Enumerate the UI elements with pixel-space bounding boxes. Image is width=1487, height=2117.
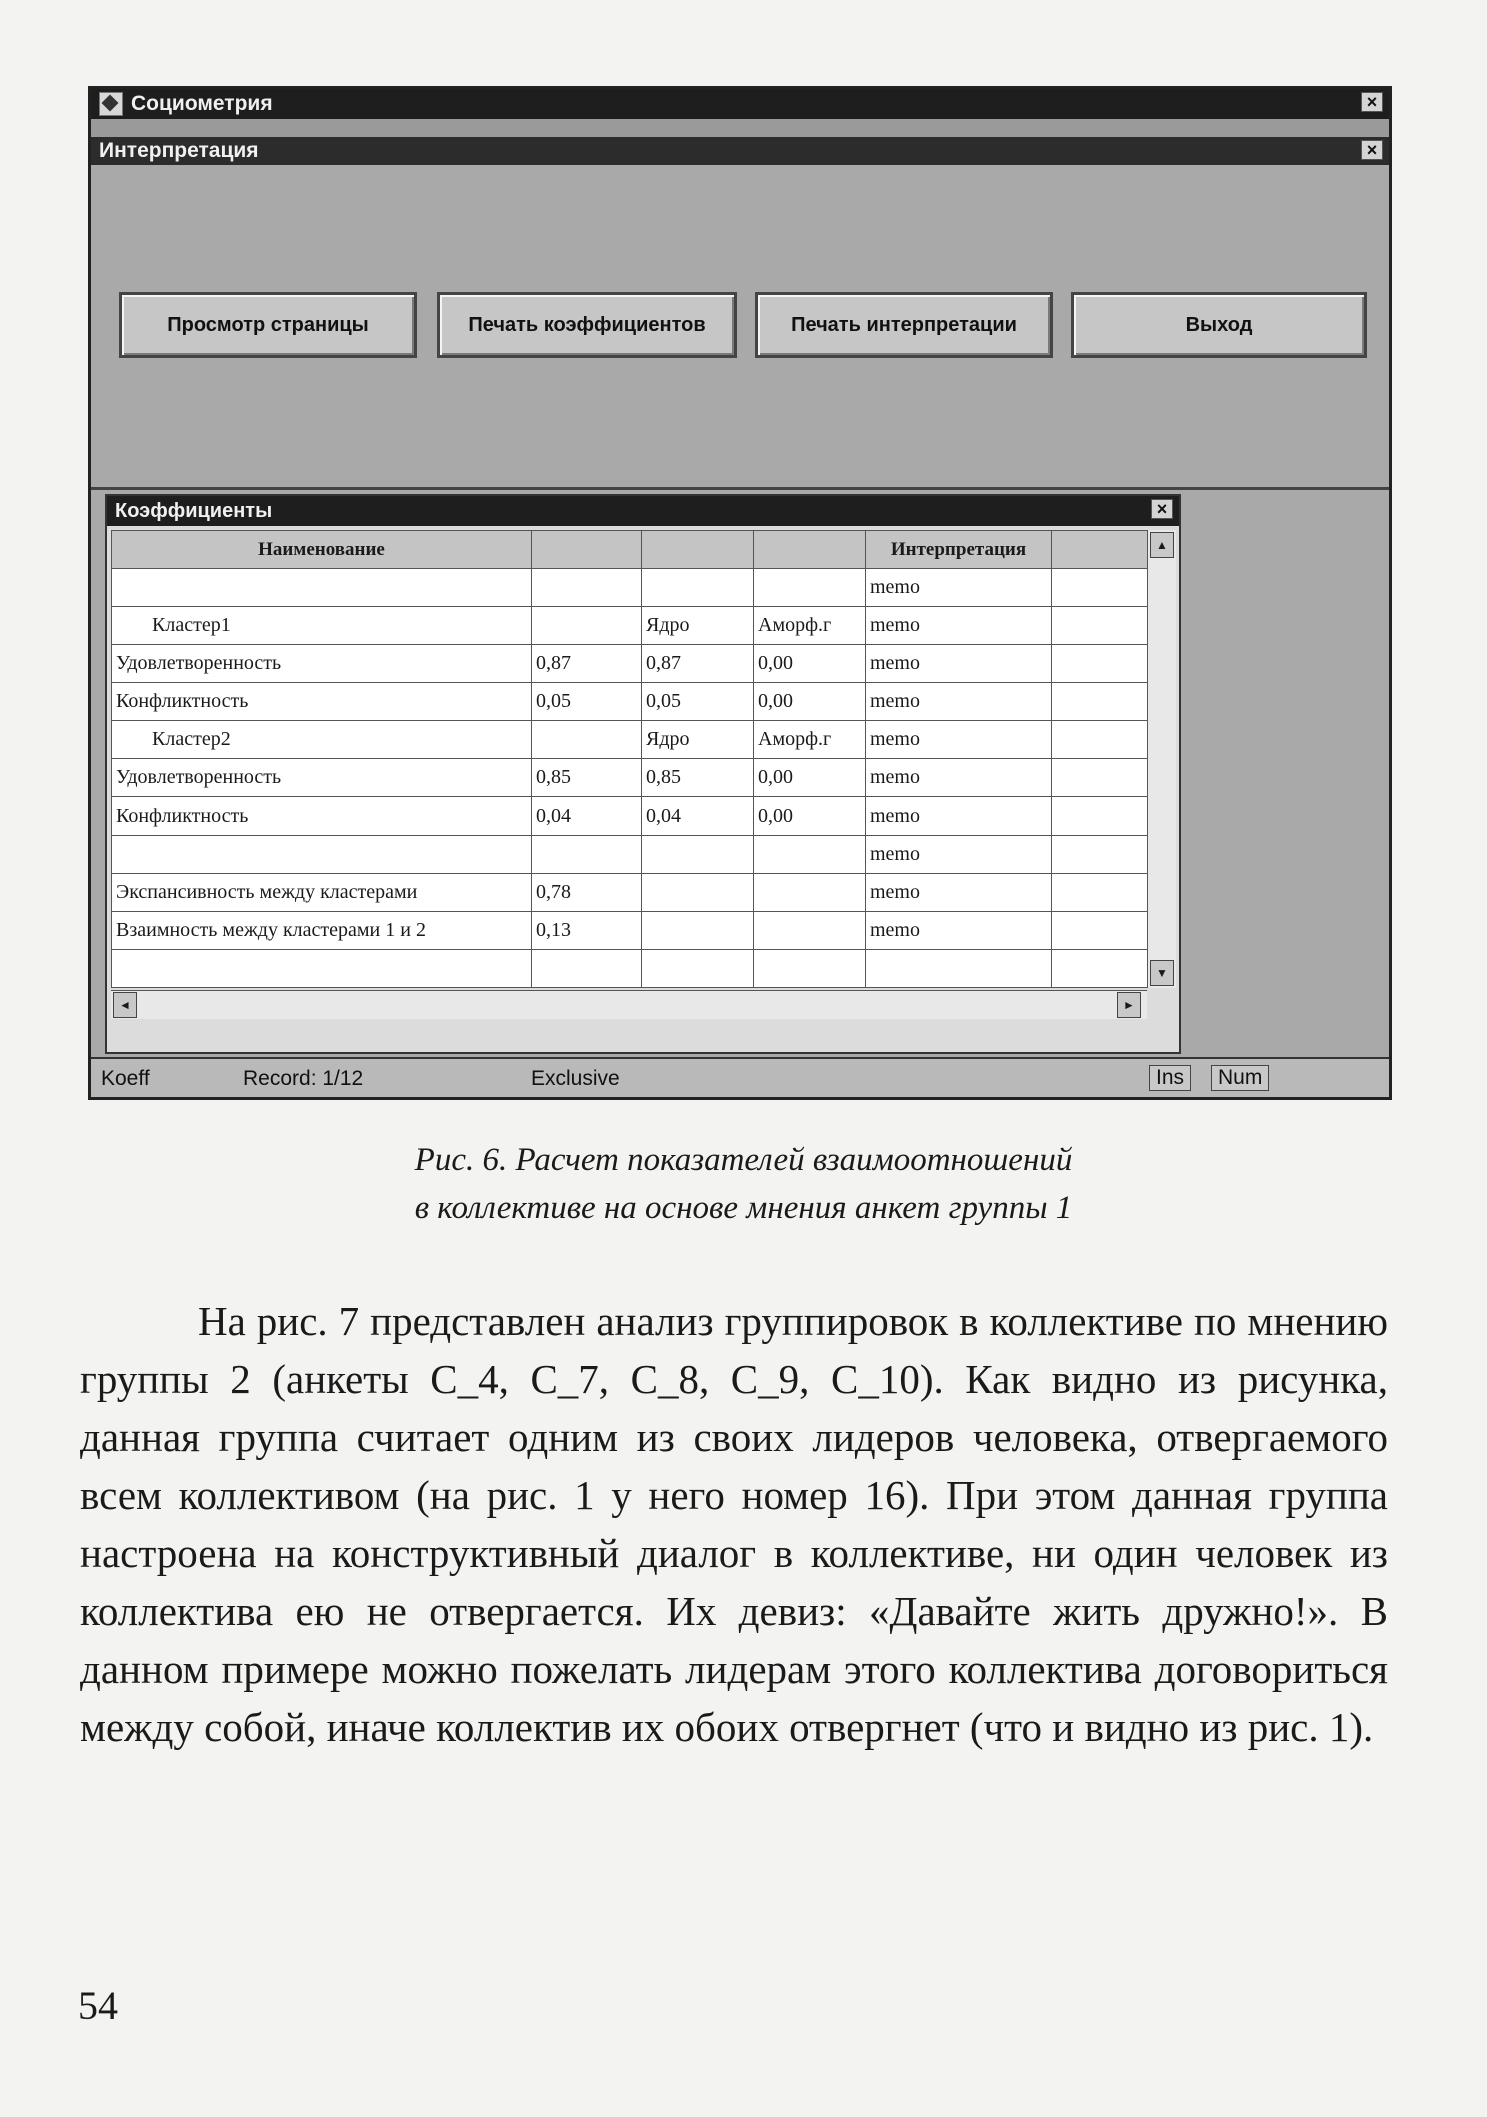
table-cell[interactable]: 0,00	[754, 683, 866, 721]
status-record: Record: 1/12	[243, 1067, 364, 1090]
table-cell[interactable]: 0,05	[532, 683, 642, 721]
table-cell	[1052, 721, 1148, 759]
table-cell	[1052, 911, 1148, 949]
body-text	[80, 1292, 1388, 1756]
status-table-name: Koeff	[101, 1067, 150, 1090]
table-cell[interactable]	[642, 569, 754, 607]
table-cell	[1052, 873, 1148, 911]
table-cell[interactable]: Удовлетворенность	[112, 759, 532, 797]
table-row[interactable]	[112, 721, 1148, 759]
table-cell[interactable]: Взаимность между кластерами 1 и 2	[112, 911, 532, 949]
table-cell[interactable]: 0,00	[754, 759, 866, 797]
table-cell[interactable]: 0,00	[754, 645, 866, 683]
table-cell[interactable]: Конфликтность	[112, 683, 532, 721]
table-cell[interactable]: Удовлетворенность	[112, 645, 532, 683]
table-cell[interactable]	[754, 949, 866, 987]
app-screenshot	[88, 86, 1392, 1100]
column-header[interactable]	[754, 531, 866, 569]
table-row[interactable]	[112, 645, 1148, 683]
coefficients-titlebar	[107, 496, 1179, 526]
table-cell[interactable]: memo	[866, 911, 1052, 949]
table-cell[interactable]: 0,04	[642, 797, 754, 835]
table-cell	[1052, 759, 1148, 797]
status-mode: Exclusive	[531, 1067, 620, 1090]
table-row[interactable]	[112, 569, 1148, 607]
table-row[interactable]	[112, 911, 1148, 949]
table-cell	[1052, 569, 1148, 607]
table-row[interactable]	[112, 835, 1148, 873]
table-cell[interactable]: memo	[866, 835, 1052, 873]
table-cell[interactable]	[532, 835, 642, 873]
table-cell[interactable]: Ядро	[642, 721, 754, 759]
table-cell[interactable]: 0,00	[754, 797, 866, 835]
scroll-up-icon[interactable]: ▲	[1150, 532, 1174, 558]
column-header	[1052, 531, 1148, 569]
table-cell[interactable]	[754, 873, 866, 911]
table-row[interactable]	[112, 797, 1148, 835]
main-close-icon[interactable]: ×	[1361, 92, 1383, 112]
coefficients-window	[105, 494, 1181, 1054]
child-window-title: Интерпретация	[99, 139, 259, 162]
table-cell[interactable]: 0,04	[532, 797, 642, 835]
table-cell[interactable]	[642, 911, 754, 949]
table-cell[interactable]	[532, 721, 642, 759]
page-number: 54	[78, 1983, 118, 2028]
table-cell[interactable]: memo	[866, 569, 1052, 607]
table-cell[interactable]: Ядро	[642, 607, 754, 645]
app-icon	[99, 92, 123, 116]
caption-line: в коллективе на основе мнения анкет группы 1	[414, 1190, 1073, 1226]
table-cell	[1052, 645, 1148, 683]
caption-line: Рис. 6. Расчет показателей взаимоотношений	[414, 1142, 1073, 1178]
table-row[interactable]	[112, 759, 1148, 797]
status-bar	[91, 1057, 1389, 1097]
table-cell	[1052, 607, 1148, 645]
vertical-scrollbar[interactable]	[1147, 530, 1176, 988]
table-cell[interactable]: 0,13	[532, 911, 642, 949]
table-cell[interactable]	[866, 949, 1052, 987]
scroll-down-icon[interactable]: ▼	[1150, 960, 1174, 986]
table-cell[interactable]: Аморф.г	[754, 721, 866, 759]
table-cell	[1052, 949, 1148, 987]
table-cell[interactable]	[532, 949, 642, 987]
table-cell	[1052, 797, 1148, 835]
table-row[interactable]	[112, 683, 1148, 721]
coefficients-table	[111, 530, 1148, 988]
table-cell[interactable]: Аморф.г	[754, 607, 866, 645]
table-header-row	[112, 531, 1148, 569]
panel-divider	[91, 487, 1389, 490]
column-header-name[interactable]: Наименование	[112, 531, 532, 569]
status-ins: Ins	[1149, 1065, 1191, 1091]
table-cell[interactable]: Конфликтность	[112, 797, 532, 835]
table-row[interactable]	[112, 873, 1148, 911]
table-cell[interactable]: memo	[866, 607, 1052, 645]
table-cell[interactable]	[642, 873, 754, 911]
table-cell[interactable]	[532, 607, 642, 645]
scroll-right-icon[interactable]: ►	[1117, 992, 1141, 1018]
table-cell[interactable]: memo	[866, 721, 1052, 759]
print-coefficients-button[interactable]: Печать коэффициентов	[437, 292, 737, 358]
column-header[interactable]	[642, 531, 754, 569]
table-cell[interactable]	[112, 835, 532, 873]
table-cell[interactable]: Экспансивность между кластерами	[112, 873, 532, 911]
column-header-interpretation[interactable]: Интерпретация	[866, 531, 1052, 569]
table-cell[interactable]: memo	[866, 759, 1052, 797]
child-titlebar	[91, 137, 1389, 165]
scroll-left-icon[interactable]: ◄	[113, 992, 137, 1018]
figure-caption	[0, 1136, 1487, 1232]
table-cell[interactable]	[532, 569, 642, 607]
horizontal-scrollbar[interactable]	[111, 990, 1147, 1019]
table-cell[interactable]	[754, 569, 866, 607]
preview-page-button[interactable]: Просмотр страницы	[119, 292, 417, 358]
child-close-icon[interactable]: ×	[1361, 140, 1383, 160]
table-cell[interactable]: memo	[866, 645, 1052, 683]
window-title: Социометрия	[131, 92, 273, 115]
table-cell[interactable]	[754, 911, 866, 949]
table-cell[interactable]	[642, 835, 754, 873]
table-cell[interactable]: Кластер1	[112, 607, 532, 645]
table-cell[interactable]: 0,85	[532, 759, 642, 797]
table-row[interactable]	[112, 949, 1148, 987]
table-cell[interactable]: Кластер2	[112, 721, 532, 759]
table-cell[interactable]: 0,87	[532, 645, 642, 683]
table-cell[interactable]: 0,78	[532, 873, 642, 911]
table-row[interactable]	[112, 607, 1148, 645]
main-titlebar	[91, 89, 1389, 119]
table-cell[interactable]: memo	[866, 873, 1052, 911]
table-cell[interactable]: memo	[866, 797, 1052, 835]
table-cell[interactable]	[112, 949, 532, 987]
coefficients-close-icon[interactable]: ×	[1151, 499, 1173, 519]
table-cell[interactable]	[112, 569, 532, 607]
print-interpretation-button[interactable]: Печать интерпретации	[755, 292, 1053, 358]
body-paragraph: На рис. 7 представлен анализ группировок в коллективе по мнению группы 2 (анкеты С_4, С_7, С_8, С_9, С_10). Как видно из рисунка, данная группа считает одним из своих лидеров человека, отвергаемого всем коллективом (на рис. 1 у него номер 16). При этом данная группа настроена на конструктивный диалог в коллективе, ни один человек из коллектива ею не отвергается. Их девиз: «Давайте жить дружно!». В данном примере можно пожелать лидерам этого коллектива договориться между собой, иначе коллектив их обоих отвергнет (что и видно из рис. 1).	[80, 1298, 1388, 1750]
table-cell[interactable]: 0,05	[642, 683, 754, 721]
table-cell[interactable]: memo	[866, 683, 1052, 721]
table-cell[interactable]	[642, 949, 754, 987]
window-frame	[91, 119, 1389, 137]
table-cell[interactable]: 0,87	[642, 645, 754, 683]
table-cell[interactable]	[754, 835, 866, 873]
column-header[interactable]	[532, 531, 642, 569]
table-cell	[1052, 683, 1148, 721]
coefficients-title: Коэффициенты	[115, 499, 273, 522]
status-num: Num	[1211, 1065, 1269, 1091]
table-cell	[1052, 835, 1148, 873]
exit-button[interactable]: Выход	[1071, 292, 1367, 358]
table-cell[interactable]: 0,85	[642, 759, 754, 797]
